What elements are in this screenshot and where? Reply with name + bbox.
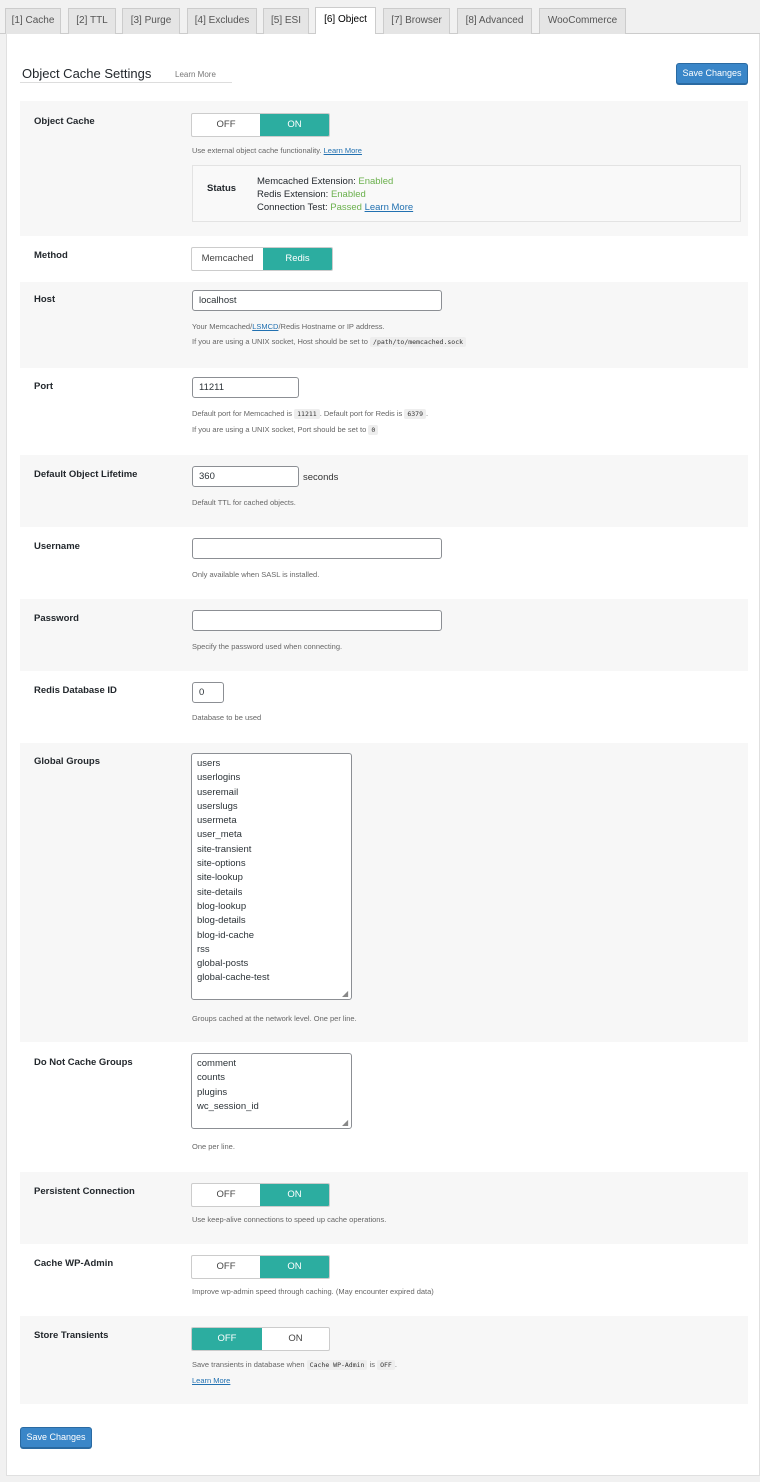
lsmcd-link[interactable]: LSMCD [252, 322, 279, 331]
transients-off[interactable]: OFF [192, 1328, 262, 1350]
port-desc-1-a: Default port for Memcached is [192, 409, 293, 418]
no-cache-group-item: wc_session_id [197, 1100, 259, 1112]
transients-desc-a: Save transients in database when [192, 1360, 305, 1369]
transients-toggle[interactable] [191, 1327, 330, 1351]
host-label: Host [34, 294, 56, 305]
redis-ext-label: Redis Extension: [257, 189, 329, 200]
global-group-item: rss [197, 943, 210, 955]
username-label: Username [34, 541, 80, 552]
row-no-cache-groups [20, 1042, 748, 1172]
transients-desc-b: is [369, 1360, 375, 1369]
settings-tabs [0, 0, 760, 34]
no-cache-groups-textarea[interactable] [191, 1053, 352, 1129]
host-input[interactable]: localhost [192, 290, 442, 311]
transients-desc-code2: OFF [377, 1360, 395, 1370]
object-cache-on[interactable]: ON [260, 114, 329, 136]
host-desc-1-pre: Your Memcached/ [192, 322, 253, 331]
port-desc-2 [192, 425, 378, 434]
global-group-item: site-details [197, 886, 243, 898]
tab-excludes[interactable]: [4] Excludes [187, 8, 257, 34]
global-group-item: blog-id-cache [197, 929, 255, 941]
redis-db-label: Redis Database ID [34, 685, 117, 696]
global-group-item: userslugs [197, 800, 238, 812]
row-global-groups [20, 743, 748, 1042]
status-box [192, 165, 741, 222]
transients-label: Store Transients [34, 1330, 109, 1341]
redis-db-input[interactable]: 0 [192, 682, 224, 703]
resize-grip-icon[interactable]: ◢ [342, 1118, 349, 1127]
global-group-item: site-options [197, 858, 246, 870]
status-lines [257, 175, 413, 214]
port-desc-2-code: 0 [368, 425, 378, 435]
save-button-bottom[interactable]: Save Changes [20, 1427, 92, 1448]
page-title: Object Cache Settings [22, 66, 152, 81]
tab-browser[interactable]: [7] Browser [383, 8, 450, 34]
transients-desc [192, 1360, 397, 1369]
persistent-on[interactable]: ON [260, 1184, 329, 1206]
global-groups-textarea[interactable] [191, 753, 352, 1000]
wp-admin-desc: Improve wp-admin speed through caching. (May encounter expired data) [192, 1287, 434, 1296]
tab-esi[interactable]: [5] ESI [263, 8, 309, 34]
port-desc-1-code2: 6379 [404, 409, 426, 419]
status-label: Status [207, 183, 237, 194]
lifetime-suffix: seconds [303, 472, 339, 483]
row-redis-db [20, 671, 748, 743]
wp-admin-off[interactable]: OFF [216, 1261, 236, 1272]
lifetime-label: Default Object Lifetime [34, 469, 138, 480]
object-cache-desc-text: Use external object cache functionality. [192, 146, 322, 155]
no-cache-groups-label: Do Not Cache Groups [34, 1057, 133, 1068]
no-cache-group-item: counts [197, 1072, 225, 1084]
host-desc-2 [192, 337, 466, 346]
tab-advanced[interactable]: [8] Advanced [457, 8, 532, 34]
method-label: Method [34, 250, 68, 261]
conn-test-label: Connection Test: [257, 202, 328, 213]
persistent-desc: Use keep-alive connections to speed up cache operations. [192, 1215, 387, 1224]
global-group-item: site-transient [197, 843, 252, 855]
row-lifetime [20, 455, 748, 527]
row-method [20, 236, 748, 282]
wp-admin-label: Cache WP-Admin [34, 1258, 114, 1269]
global-group-item: blog-lookup [197, 900, 247, 912]
method-toggle[interactable] [191, 247, 333, 271]
host-desc-1 [192, 322, 385, 331]
port-input[interactable]: 11211 [192, 377, 299, 398]
port-desc-2-text: If you are using a UNIX socket, Port should be set to [192, 425, 367, 434]
tab-ttl[interactable]: [2] TTL [68, 8, 116, 34]
object-cache-learn-more[interactable]: Learn More [323, 146, 362, 155]
memcached-ext-value: Enabled [358, 176, 394, 187]
port-desc-1-c: . [426, 409, 429, 418]
lifetime-desc: Default TTL for cached objects. [192, 498, 296, 507]
method-redis[interactable]: Redis [263, 248, 332, 270]
global-group-item: users [197, 758, 221, 769]
no-cache-group-item: comment [197, 1058, 237, 1069]
global-group-item: blog-details [197, 915, 246, 927]
transients-desc-code1: Cache WP-Admin [307, 1360, 368, 1370]
persistent-toggle[interactable] [191, 1183, 330, 1207]
global-group-item: userlogins [197, 772, 241, 784]
object-cache-off[interactable]: OFF [216, 119, 236, 130]
host-desc-2-code: /path/to/memcached.sock [370, 337, 466, 347]
tab-woocommerce[interactable]: WooCommerce [539, 8, 626, 34]
tab-purge[interactable]: [3] Purge [122, 8, 180, 34]
host-desc-2-text: If you are using a UNIX socket, Host should be set to [192, 337, 368, 346]
persistent-label: Persistent Connection [34, 1186, 135, 1197]
global-group-item: usermeta [197, 815, 237, 827]
row-persistent [20, 1172, 748, 1244]
method-memcached[interactable]: Memcached [201, 253, 254, 264]
port-label: Port [34, 381, 53, 392]
resize-grip-icon[interactable]: ◢ [342, 989, 349, 998]
username-input[interactable] [192, 538, 442, 559]
global-group-item: global-posts [197, 958, 249, 970]
persistent-off[interactable]: OFF [216, 1189, 236, 1200]
password-label: Password [34, 613, 79, 624]
save-button-top[interactable]: Save Changes [676, 63, 748, 84]
lifetime-input[interactable]: 360 [192, 466, 299, 487]
transients-learn-more[interactable]: Learn More [192, 1376, 231, 1385]
username-desc: Only available when SASL is installed. [192, 570, 320, 579]
transients-on[interactable]: ON [288, 1333, 303, 1344]
tab-cache[interactable]: [1] Cache [5, 8, 61, 34]
row-wp-admin [20, 1244, 748, 1316]
global-group-item: user_meta [197, 829, 242, 841]
wp-admin-toggle[interactable] [191, 1255, 330, 1279]
global-group-item: useremail [197, 786, 239, 798]
password-desc: Specify the password used when connecting. [192, 642, 343, 651]
redis-db-desc: Database to be used [192, 713, 262, 722]
global-groups-label: Global Groups [34, 756, 100, 767]
object-cache-label: Object Cache [34, 116, 95, 127]
password-input[interactable] [192, 610, 442, 631]
global-groups-desc: Groups cached at the network level. One per line. [192, 1014, 357, 1023]
port-desc-1 [192, 409, 428, 418]
port-desc-1-b: . Default port for Redis is [319, 409, 403, 418]
wp-admin-on[interactable]: ON [260, 1256, 329, 1278]
global-group-item: global-cache-test [197, 972, 270, 984]
conn-test-value: Passed [330, 202, 362, 213]
host-desc-1-post: /Redis Hostname or IP address. [278, 322, 385, 331]
redis-ext-value: Enabled [330, 189, 366, 200]
no-cache-groups-desc: One per line. [192, 1142, 235, 1151]
transients-desc-c: . [394, 1360, 397, 1369]
title-divider [20, 82, 232, 83]
conn-test-learn-more[interactable]: Learn More [364, 202, 414, 213]
no-cache-group-item: plugins [197, 1086, 228, 1098]
tab-object[interactable]: [6] Object [315, 7, 376, 34]
header-learn-more-link[interactable]: Learn More [175, 70, 216, 79]
port-desc-1-code1: 11211 [294, 409, 320, 419]
object-cache-desc [192, 146, 362, 155]
object-cache-toggle[interactable] [191, 113, 330, 137]
memcached-ext-label: Memcached Extension: [257, 176, 356, 187]
global-group-item: site-lookup [197, 872, 243, 884]
transients-learn-more-line [192, 1376, 230, 1385]
